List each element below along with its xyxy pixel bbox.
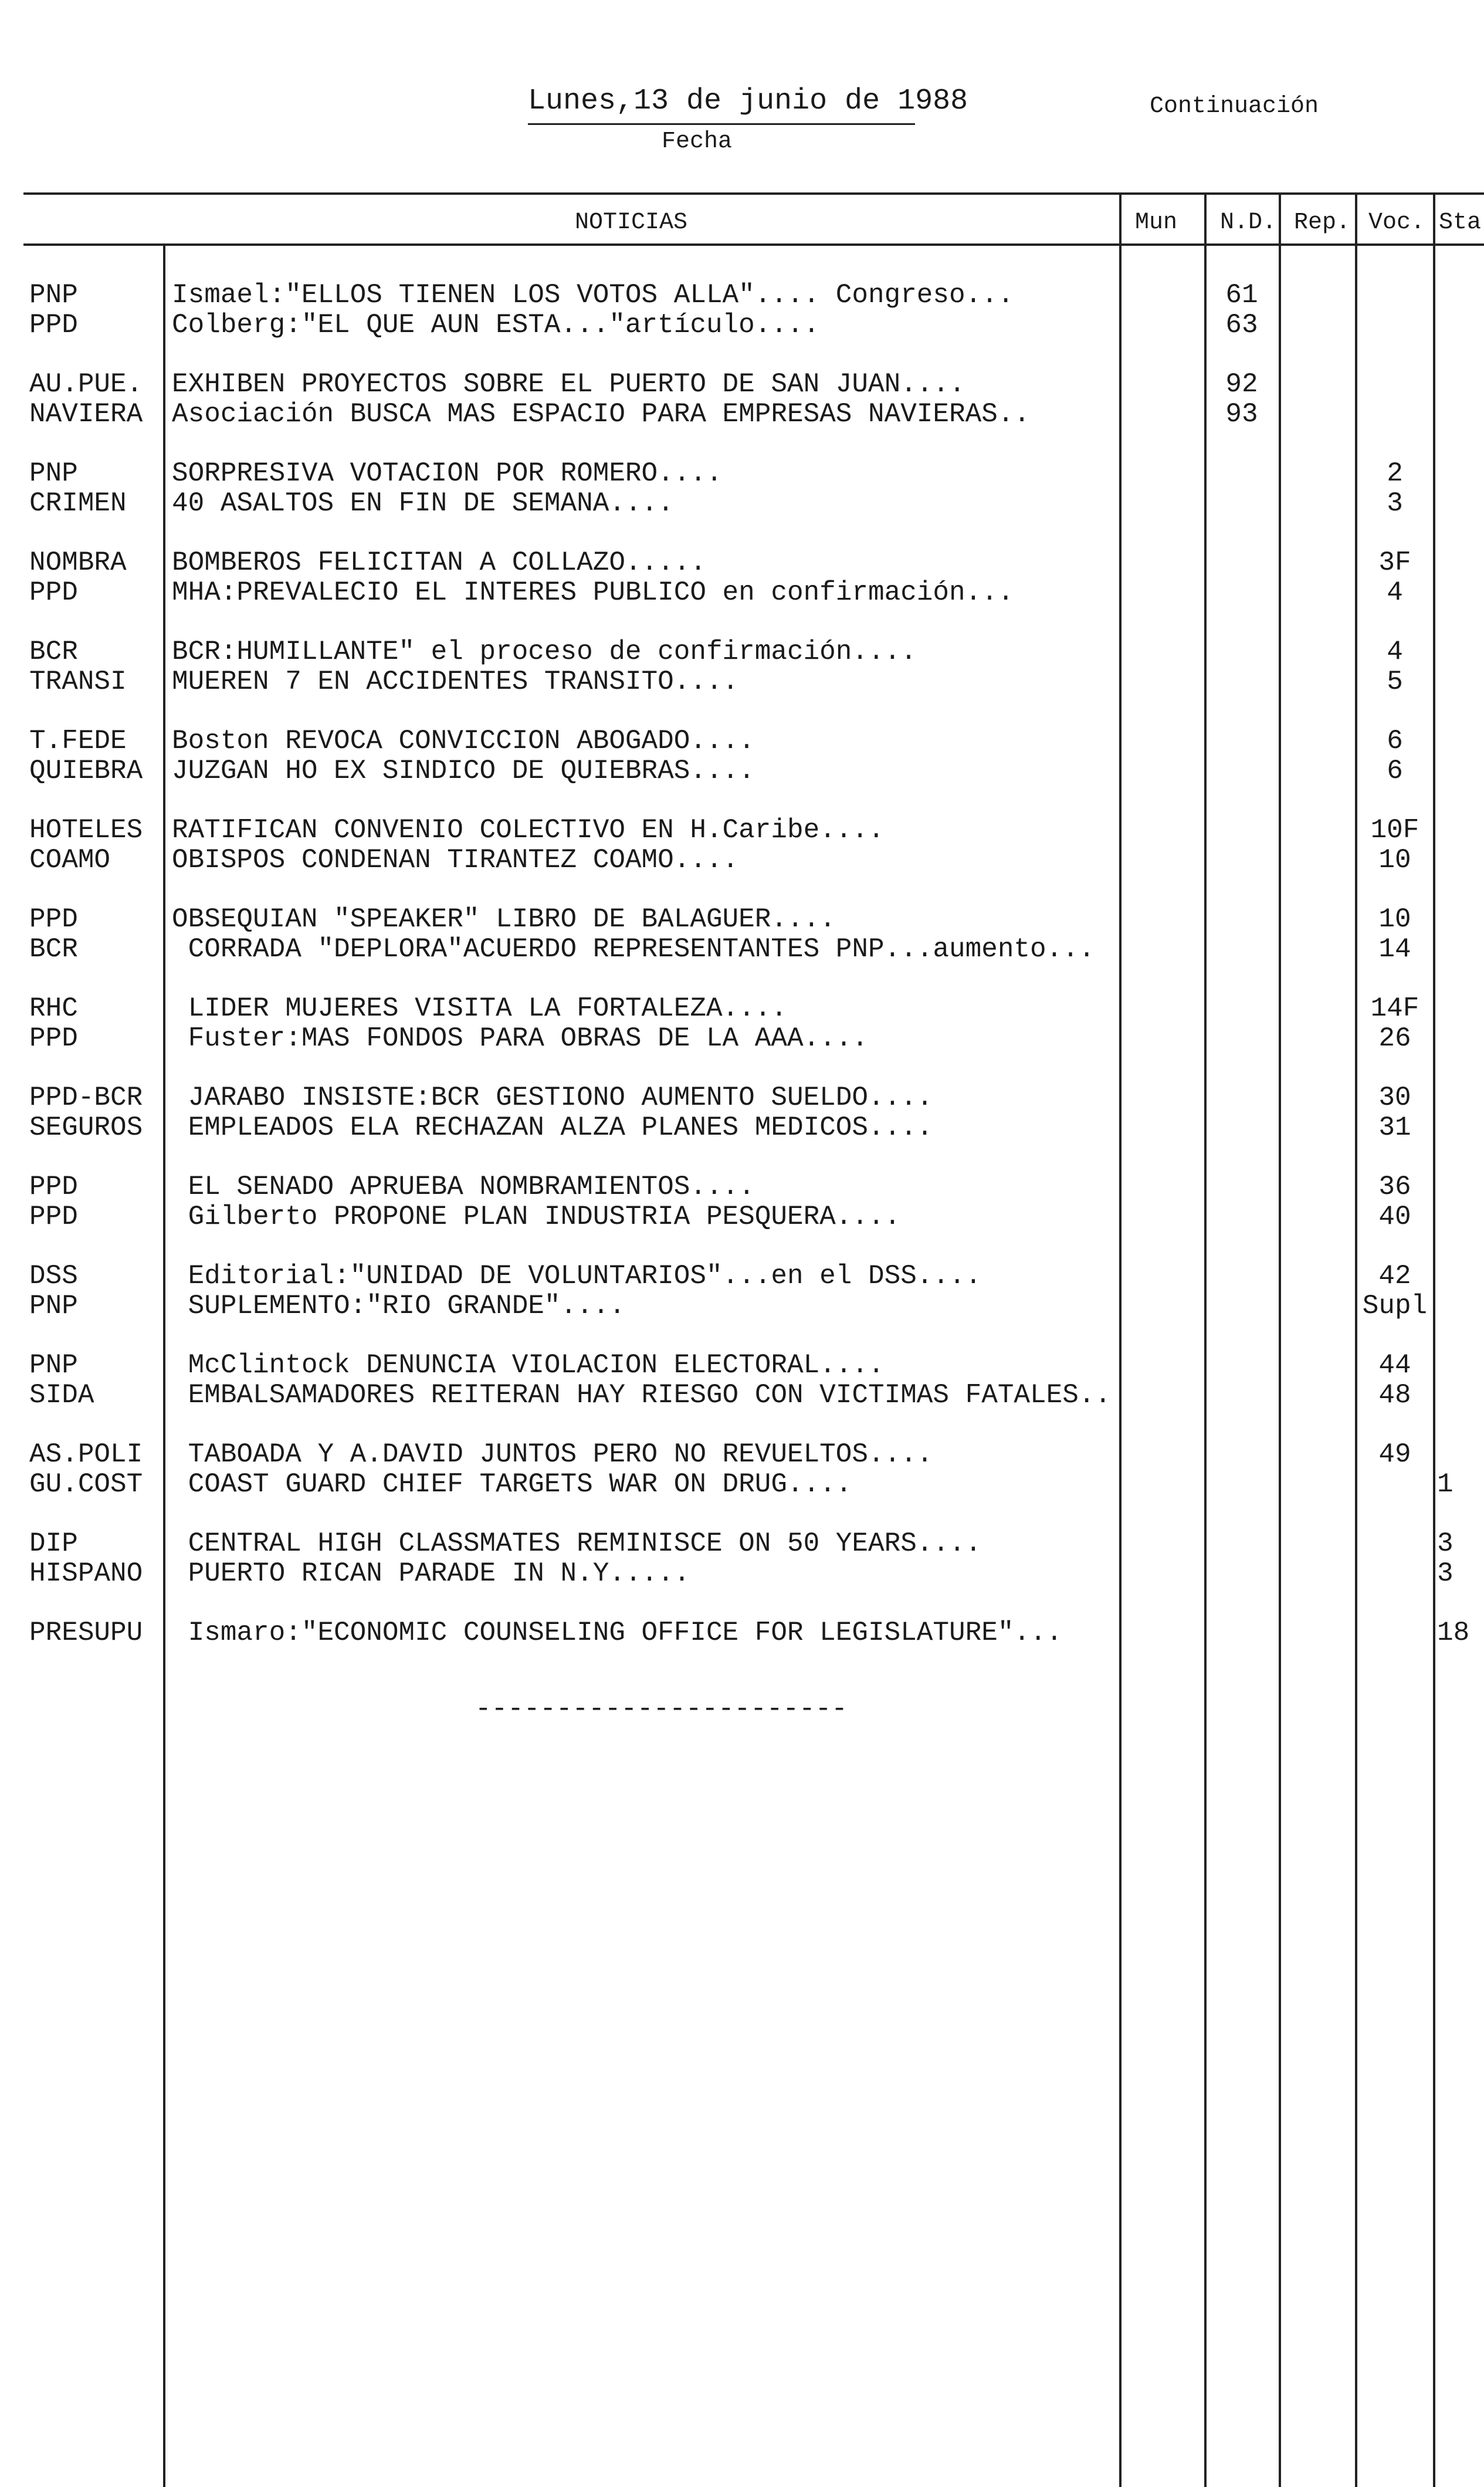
row-tag: SEGUROS: [29, 1112, 143, 1143]
row-headline: EMBALSAMADORES REITERAN HAY RIESGO CON VICTIMAS FATALES..: [172, 1380, 1112, 1410]
row-voc: 4: [1387, 637, 1403, 667]
row-tag: PNP: [29, 458, 78, 489]
row-tag: CRIMEN: [29, 488, 127, 519]
row-voc: 42: [1378, 1261, 1411, 1291]
row-tag: BCR: [29, 637, 78, 667]
row-tag: PNP: [29, 280, 78, 310]
row-headline: Boston REVOCA CONVICCION ABOGADO....: [172, 726, 755, 756]
report-date: Lunes,13 de junio de 1988: [528, 84, 968, 118]
table-top-rule: [23, 192, 1484, 195]
col-divider-mun: [1119, 192, 1122, 2487]
row-nd: 63: [1225, 310, 1258, 340]
col-header-rep: Rep.: [1294, 209, 1351, 236]
row-tag: PNP: [29, 1350, 78, 1380]
row-headline: Ismaro:"ECONOMIC COUNSELING OFFICE FOR LEGISLATURE"...: [172, 1618, 1063, 1648]
row-headline: EXHIBEN PROYECTOS SOBRE EL PUERTO DE SAN JUAN....: [172, 369, 965, 400]
col-divider-sta: [1433, 192, 1435, 2487]
row-tag: HISPANO: [29, 1558, 143, 1589]
row-headline: Colberg:"EL QUE AUN ESTA..."artículo....: [172, 310, 820, 340]
row-headline: Ismael:"ELLOS TIENEN LOS VOTOS ALLA".... Congreso...: [172, 280, 1014, 310]
row-headline: SORPRESIVA VOTACION POR ROMERO....: [172, 458, 723, 489]
row-headline: OBISPOS CONDENAN TIRANTEZ COAMO....: [172, 845, 739, 875]
col-divider-rep: [1279, 192, 1281, 2487]
col-header-mun: Mun: [1135, 209, 1178, 236]
row-headline: EMPLEADOS ELA RECHAZAN ALZA PLANES MEDICOS....: [172, 1112, 933, 1143]
row-tag: NOMBRA: [29, 547, 127, 578]
row-headline: BOMBEROS FELICITAN A COLLAZO.....: [172, 547, 706, 578]
col-divider-voc: [1355, 192, 1357, 2487]
row-tag: PNP: [29, 1291, 78, 1321]
row-voc: 10: [1378, 845, 1411, 875]
row-headline: JARABO INSISTE:BCR GESTIONO AUMENTO SUELDO....: [172, 1082, 933, 1113]
continuation-label: Continuación: [1150, 93, 1319, 120]
row-voc: 49: [1378, 1439, 1411, 1470]
row-tag: PPD-BCR: [29, 1082, 143, 1113]
row-sta: 18: [1437, 1618, 1470, 1648]
row-headline: LIDER MUJERES VISITA LA FORTALEZA....: [172, 993, 787, 1024]
row-headline: MHA:PREVALECIO EL INTERES PUBLICO en confirmación...: [172, 577, 1014, 608]
col-header-noticias: NOTICIAS: [575, 209, 688, 236]
row-tag: T.FEDE: [29, 726, 127, 756]
row-voc: 26: [1378, 1023, 1411, 1054]
row-nd: 93: [1225, 399, 1258, 429]
row-headline: PUERTO RICAN PARADE IN N.Y.....: [172, 1558, 690, 1589]
row-tag: NAVIERA: [29, 399, 143, 429]
row-headline: CORRADA "DEPLORA"ACUERDO REPRESENTANTES PNP...aumento...: [172, 934, 1095, 965]
row-voc: 3F: [1378, 547, 1411, 578]
row-headline: Editorial:"UNIDAD DE VOLUNTARIOS"...en el DSS....: [172, 1261, 982, 1291]
row-headline: CENTRAL HIGH CLASSMATES REMINISCE ON 50 YEARS....: [172, 1528, 982, 1559]
row-headline: McClintock DENUNCIA VIOLACION ELECTORAL....: [172, 1350, 885, 1380]
row-voc: 4: [1387, 577, 1403, 608]
row-tag: GU.COST: [29, 1469, 143, 1500]
row-tag: RHC: [29, 993, 78, 1024]
date-caption: Fecha: [662, 128, 733, 155]
row-headline: EL SENADO APRUEBA NOMBRAMIENTOS....: [172, 1172, 755, 1202]
row-headline: 40 ASALTOS EN FIN DE SEMANA....: [172, 488, 674, 519]
row-tag: AU.PUE.: [29, 369, 143, 400]
row-tag: SIDA: [29, 1380, 94, 1410]
row-tag: TRANSI: [29, 666, 127, 697]
row-tag: PPD: [29, 904, 78, 935]
row-voc: 31: [1378, 1112, 1411, 1143]
row-tag: BCR: [29, 934, 78, 965]
row-voc: 5: [1387, 666, 1403, 697]
row-voc: 48: [1378, 1380, 1411, 1410]
row-voc: 10F: [1370, 815, 1419, 845]
row-voc: 6: [1387, 726, 1403, 756]
row-voc: 2: [1387, 458, 1403, 489]
row-tag: COAMO: [29, 845, 111, 875]
row-tag: PPD: [29, 1202, 78, 1232]
col-divider-nd: [1204, 192, 1207, 2487]
row-voc: Supl: [1362, 1291, 1428, 1321]
row-sta: 3: [1437, 1558, 1453, 1589]
row-tag: PPD: [29, 1172, 78, 1202]
col-header-voc: Voc.: [1368, 209, 1425, 236]
row-headline: TABOADA Y A.DAVID JUNTOS PERO NO REVUELTOS....: [172, 1439, 933, 1470]
footer-rule: -----------------------: [475, 1694, 848, 1724]
row-headline: Fuster:MAS FONDOS PARA OBRAS DE LA AAA....: [172, 1023, 868, 1054]
col-header-nd: N.D.: [1220, 209, 1277, 236]
row-tag: PPD: [29, 310, 78, 340]
col-header-sta: Sta: [1439, 209, 1482, 236]
row-tag: PPD: [29, 1023, 78, 1054]
row-headline: Asociación BUSCA MAS ESPACIO PARA EMPRESAS NAVIERAS..: [172, 399, 1031, 429]
row-headline: MUEREN 7 EN ACCIDENTES TRANSITO....: [172, 666, 739, 697]
row-headline: JUZGAN HO EX SINDICO DE QUIEBRAS....: [172, 756, 755, 786]
row-voc: 10: [1378, 904, 1411, 935]
row-sta: 3: [1437, 1528, 1453, 1559]
row-voc: 36: [1378, 1172, 1411, 1202]
row-voc: 44: [1378, 1350, 1411, 1380]
row-headline: OBSEQUIAN "SPEAKER" LIBRO DE BALAGUER....: [172, 904, 836, 935]
row-tag: HOTELES: [29, 815, 143, 845]
row-headline: Gilberto PROPONE PLAN INDUSTRIA PESQUERA....: [172, 1202, 901, 1232]
row-headline: BCR:HUMILLANTE" el proceso de confirmación....: [172, 637, 917, 667]
row-tag: DIP: [29, 1528, 78, 1559]
row-nd: 61: [1225, 280, 1258, 310]
row-nd: 92: [1225, 369, 1258, 400]
row-headline: COAST GUARD CHIEF TARGETS WAR ON DRUG....: [172, 1469, 852, 1500]
date-underline: [528, 123, 915, 125]
row-voc: 14F: [1370, 993, 1419, 1024]
row-voc: 3: [1387, 488, 1403, 519]
row-voc: 14: [1378, 934, 1411, 965]
row-headline: RATIFICAN CONVENIO COLECTIVO EN H.Caribe....: [172, 815, 885, 845]
row-headline: SUPLEMENTO:"RIO GRANDE"....: [172, 1291, 625, 1321]
table-header-rule: [23, 243, 1484, 246]
row-tag: PPD: [29, 577, 78, 608]
row-voc: 40: [1378, 1202, 1411, 1232]
row-voc: 30: [1378, 1082, 1411, 1113]
row-tag: AS.POLI: [29, 1439, 143, 1470]
row-tag: QUIEBRA: [29, 756, 143, 786]
col-divider-tag: [163, 243, 165, 2487]
row-sta: 1: [1437, 1469, 1453, 1500]
row-voc: 6: [1387, 756, 1403, 786]
row-tag: DSS: [29, 1261, 78, 1291]
row-tag: PRESUPU: [29, 1618, 143, 1648]
